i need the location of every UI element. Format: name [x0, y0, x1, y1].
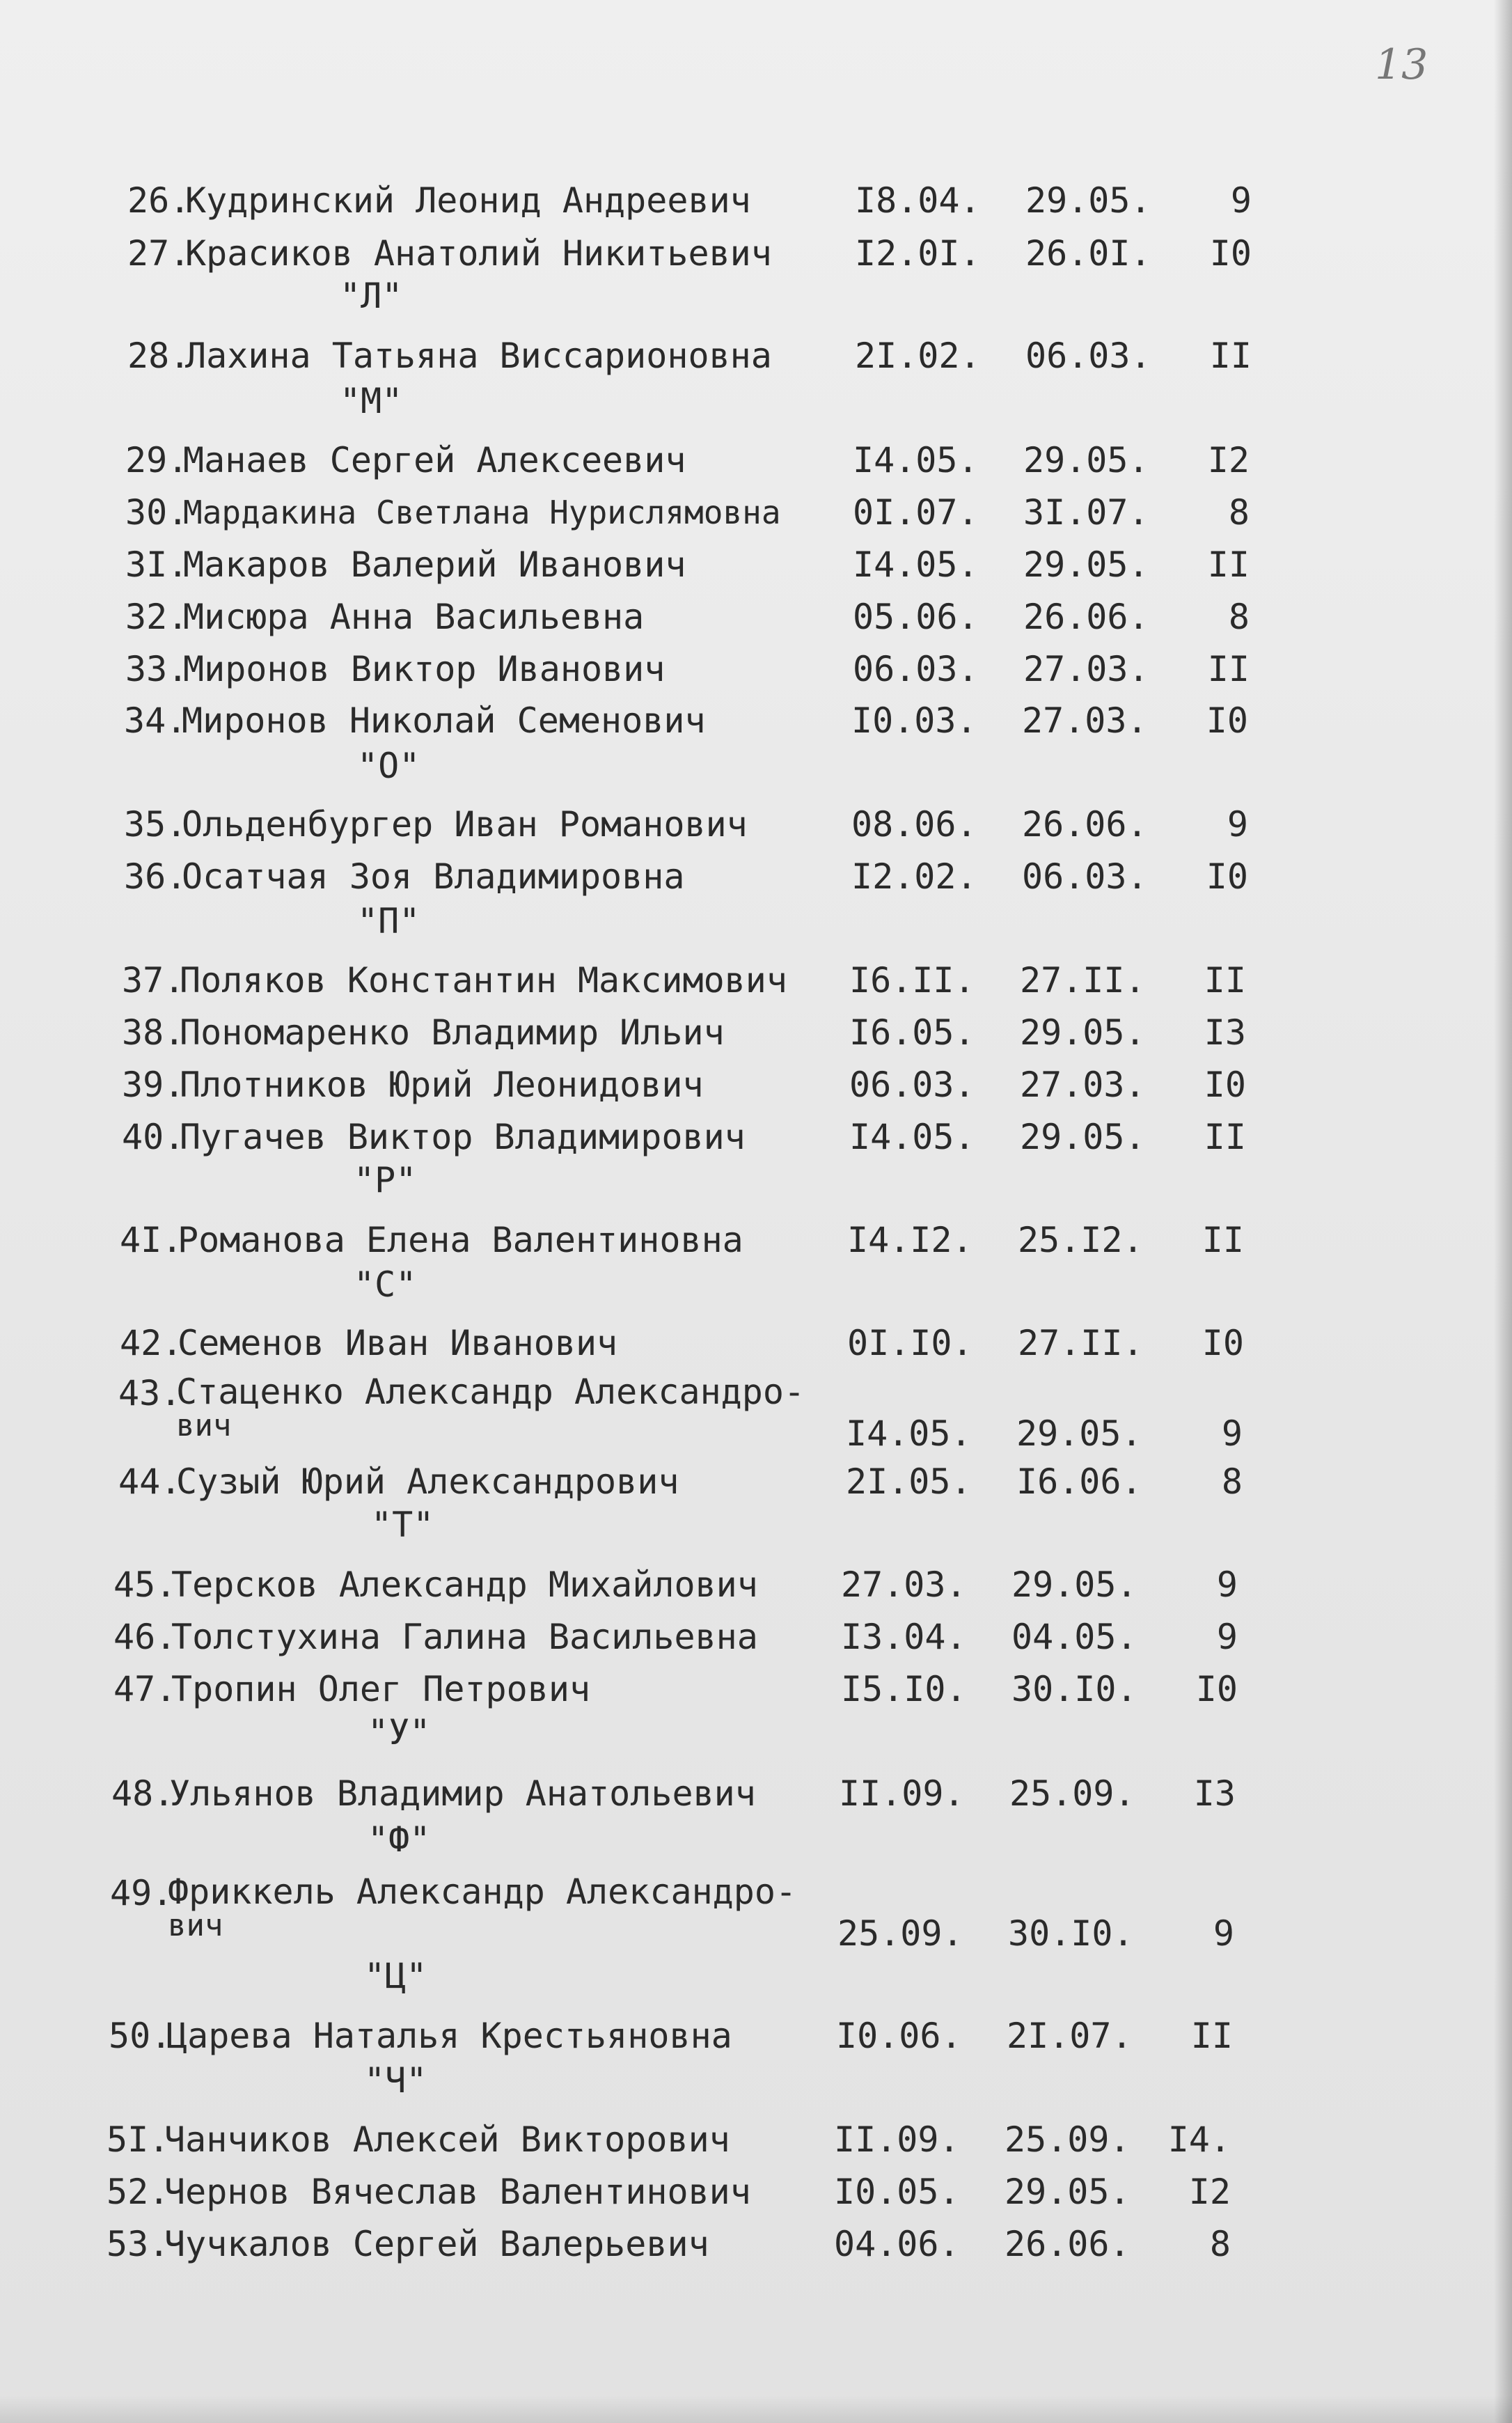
entry-end-date: 29.05. [1016, 1413, 1142, 1454]
entry-start-date: 2I.02. [855, 336, 981, 376]
entry-count: 8 [1209, 2224, 1231, 2264]
section-letter: "П" [357, 901, 420, 941]
entry-name: Миронов Николай Семенович [182, 700, 706, 741]
entry-name: Тропин Олег Петрович [171, 1669, 591, 1709]
entry-end-date: 2I.07. [1007, 2016, 1133, 2056]
list-item [113, 1668, 1255, 1711]
entry-count: I0 [1195, 1669, 1238, 1709]
entry-number: 36. [124, 856, 187, 897]
entry-end-date: 25.09. [1009, 1773, 1135, 1814]
list-item [125, 439, 1267, 482]
entry-name: Терсков Александр Михайлович [171, 1565, 758, 1605]
entry-name: Ульянов Владимир Анатольевич [169, 1773, 756, 1814]
entry-name: Чанчиков Алексей Викторович [164, 2119, 730, 2160]
entry-count: I0 [1204, 1065, 1246, 1105]
entry-name: Ольденбургер Иван Романович [182, 804, 748, 845]
entry-name: Семенов Иван Иванович [178, 1323, 618, 1363]
section-letter: "С" [354, 1264, 417, 1305]
entry-number: 28. [127, 336, 191, 376]
entry-count: 9 [1221, 1413, 1243, 1454]
entry-number: 49. [110, 1873, 173, 1913]
entry-end-date: 06.03. [1025, 336, 1151, 376]
entry-count: II [1204, 960, 1246, 1001]
entry-number: 33. [125, 649, 189, 689]
list-item [124, 699, 1266, 742]
entry-end-date: 27.03. [1023, 649, 1149, 689]
entry-name: Мардакина Светлана Нурислямовна [183, 494, 781, 531]
entry-name [176, 1372, 805, 1443]
entry-name: Толстухина Галина Васильевна [171, 1617, 758, 1657]
entry-name-line-2: вич [176, 1408, 232, 1443]
list-item [113, 1615, 1255, 1659]
entry-start-date: I2.02. [851, 856, 977, 897]
entry-name: Миронов Виктор Иванович [183, 649, 666, 689]
entry-name: Романова Елена Валентиновна [178, 1220, 743, 1260]
list-item [124, 803, 1266, 846]
entry-end-date: 29.05. [1023, 544, 1149, 585]
entry-count: I0 [1206, 700, 1248, 741]
entry-start-date: II.09. [839, 1773, 965, 1814]
entry-number: 4I. [120, 1220, 183, 1260]
entry-start-date: 08.06. [851, 804, 977, 845]
entry-end-date: 29.05. [1025, 180, 1151, 221]
page-number: 13 [1375, 40, 1428, 89]
entry-count: I3 [1204, 1012, 1246, 1053]
entry-number: 47. [113, 1669, 177, 1709]
entry-start-date: 04.06. [834, 2224, 960, 2264]
entry-start-date: I4.05. [853, 440, 979, 480]
entry-start-date: I6.05. [849, 1012, 975, 1053]
entry-name-line-1: Стаценко Александр Александро- [176, 1372, 805, 1412]
entry-number: 39. [122, 1065, 185, 1105]
list-item [107, 2170, 1248, 2213]
entry-end-date: 06.03. [1022, 856, 1148, 897]
entry-number: 48. [111, 1773, 175, 1814]
entry-start-date: I8.04. [855, 180, 981, 221]
section-letter: "У" [368, 1712, 431, 1752]
entry-end-date: 27.03. [1020, 1065, 1146, 1105]
entry-number: 46. [113, 1617, 177, 1657]
entry-start-date: 25.09. [837, 1913, 963, 1954]
entry-number: 32. [125, 597, 189, 637]
list-item [122, 1063, 1263, 1106]
entry-name: Лахина Татьяна Виссарионовна [185, 336, 772, 376]
entry-number: 38. [122, 1012, 185, 1053]
entry-count: II [1202, 1220, 1244, 1260]
list-item [122, 1115, 1263, 1159]
entry-end-date: 27.II. [1018, 1323, 1144, 1363]
entry-end-date: 27.II. [1020, 960, 1146, 1001]
entry-start-date: II.09. [834, 2119, 960, 2160]
section-letter: "Ч" [364, 2060, 427, 2101]
list-item [122, 1011, 1263, 1054]
entry-number: 53. [107, 2224, 170, 2264]
entry-count: II [1207, 649, 1250, 689]
entry-name: Пугачев Виктор Владимирович [180, 1117, 746, 1157]
entry-start-date: 06.03. [849, 1065, 975, 1105]
entry-number: 42. [120, 1323, 183, 1363]
entry-count: 9 [1227, 804, 1248, 845]
list-item [122, 959, 1263, 1002]
entry-count: 8 [1221, 1461, 1243, 1502]
entry-end-date: 29.05. [1011, 1565, 1137, 1605]
entry-start-date: I4.05. [853, 544, 979, 585]
entry-start-date: 0I.07. [853, 492, 979, 533]
list-item [127, 334, 1269, 377]
section-letter: "Ц" [364, 1956, 427, 1996]
list-item [113, 1563, 1255, 1606]
entry-number: 44. [118, 1461, 182, 1502]
entry-count: II [1209, 336, 1252, 376]
list-item [125, 595, 1267, 638]
entry-name: Чернов Вячеслав Валентинович [164, 2172, 751, 2212]
list-item [120, 1322, 1261, 1365]
list-item [107, 2222, 1248, 2266]
entry-end-date: 27.03. [1022, 700, 1148, 741]
section-letter: "Л" [340, 276, 403, 316]
entry-start-date: 05.06. [853, 597, 979, 637]
entry-number: 30. [125, 492, 189, 533]
list-item [125, 491, 1267, 534]
entry-count: 8 [1228, 492, 1250, 533]
entry-number: 45. [113, 1565, 177, 1605]
entry-start-date: 06.03. [853, 649, 979, 689]
entry-name: Красиков Анатолий Никитьевич [185, 233, 772, 274]
entry-start-date: I4.05. [849, 1117, 975, 1157]
entry-start-date: I2.0I. [855, 233, 981, 274]
list-item [110, 1872, 1252, 1962]
list-item [120, 1218, 1261, 1262]
entry-count: 9 [1230, 180, 1252, 221]
entry-count: 8 [1228, 597, 1250, 637]
entry-end-date: 26.06. [1022, 804, 1148, 845]
entry-count: 9 [1216, 1617, 1238, 1657]
entry-name-line-1: Фриккель Александр Александро- [168, 1872, 797, 1912]
entry-start-date: I0.06. [836, 2016, 962, 2056]
entry-name: Мисюра Анна Васильевна [183, 597, 645, 637]
entry-count: I4. [1167, 2119, 1231, 2160]
list-item [125, 648, 1267, 691]
entry-start-date: I0.03. [851, 700, 977, 741]
entry-name: Осатчая Зоя Владимировна [182, 856, 685, 897]
entry-number: 35. [124, 804, 187, 845]
entry-start-date: I5.I0. [841, 1669, 967, 1709]
section-letter: "Т" [371, 1505, 434, 1545]
entry-name [168, 1872, 797, 1943]
entry-number: 3I. [125, 544, 189, 585]
entry-number: 43. [118, 1373, 182, 1413]
entry-end-date: 25.09. [1005, 2119, 1131, 2160]
entry-start-date: I4.05. [846, 1413, 972, 1454]
section-letter: "О" [357, 746, 420, 786]
entry-start-date: 27.03. [841, 1565, 967, 1605]
entry-end-date: 30.I0. [1011, 1669, 1137, 1709]
entry-count: 9 [1216, 1565, 1238, 1605]
list-item [125, 543, 1267, 586]
entry-count: II [1207, 544, 1250, 585]
entry-start-date: I6.II. [849, 960, 975, 1001]
entry-number: 52. [107, 2172, 170, 2212]
entry-end-date: 29.05. [1005, 2172, 1131, 2212]
entry-end-date: 04.05. [1011, 1617, 1137, 1657]
entry-end-date: 29.05. [1020, 1117, 1146, 1157]
entry-end-date: 26.06. [1005, 2224, 1131, 2264]
entry-end-date: 26.0I. [1025, 233, 1151, 274]
entry-count: II [1204, 1117, 1246, 1157]
entry-name: Пономаренко Владимир Ильич [180, 1012, 725, 1053]
entry-end-date: 25.I2. [1018, 1220, 1144, 1260]
entry-count: I0 [1202, 1323, 1244, 1363]
entry-count: I3 [1193, 1773, 1236, 1814]
entry-number: 29. [125, 440, 189, 480]
entry-number: 50. [109, 2016, 172, 2056]
entry-name: Макаров Валерий Иванович [183, 544, 686, 585]
entry-start-date: 0I.I0. [847, 1323, 973, 1363]
section-letter: "М" [340, 381, 403, 421]
entry-name: Кудринский Леонид Андреевич [185, 180, 751, 221]
list-item [109, 2014, 1250, 2057]
list-item [118, 1460, 1260, 1503]
entry-number: 5I. [107, 2119, 170, 2160]
entry-name-line-2: вич [168, 1908, 223, 1943]
list-item [127, 232, 1269, 275]
section-letter: "Ф" [368, 1819, 431, 1860]
entry-count: I0 [1206, 856, 1248, 897]
entry-start-date: I3.04. [841, 1617, 967, 1657]
list-item [111, 1772, 1253, 1815]
entry-end-date: 30.I0. [1008, 1913, 1134, 1954]
entry-end-date: 26.06. [1023, 597, 1149, 637]
entry-end-date: 29.05. [1023, 440, 1149, 480]
entry-count: I2 [1188, 2172, 1231, 2212]
list-item [107, 2118, 1248, 2161]
entry-start-date: I4.I2. [847, 1220, 973, 1260]
entry-count: II [1190, 2016, 1233, 2056]
section-letter: "Р" [354, 1160, 417, 1200]
entry-number: 40. [122, 1117, 185, 1157]
entry-name: Манаев Сергей Алексеевич [183, 440, 686, 480]
entry-end-date: I6.06. [1016, 1461, 1142, 1502]
entry-number: 37. [122, 960, 185, 1001]
entry-name: Чучкалов Сергей Валерьевич [164, 2224, 709, 2264]
entry-end-date: 3I.07. [1023, 492, 1149, 533]
list-item [127, 179, 1269, 222]
entry-name: Плотников Юрий Леонидович [180, 1065, 704, 1105]
entry-name: Царева Наталья Крестьяновна [166, 2016, 732, 2056]
entry-end-date: 29.05. [1020, 1012, 1146, 1053]
list-item [124, 855, 1266, 898]
list-item [118, 1372, 1260, 1462]
entry-number: 26. [127, 180, 191, 221]
entry-count: 9 [1213, 1913, 1234, 1954]
entry-name: Поляков Константин Максимович [180, 960, 787, 1001]
entry-name: Сузый Юрий Александрович [176, 1461, 679, 1502]
entry-start-date: I0.05. [834, 2172, 960, 2212]
entry-number: 27. [127, 233, 191, 274]
entry-start-date: 2I.05. [846, 1461, 972, 1502]
entry-count: I0 [1209, 233, 1252, 274]
entry-count: I2 [1207, 440, 1250, 480]
entry-number: 34. [124, 700, 187, 741]
